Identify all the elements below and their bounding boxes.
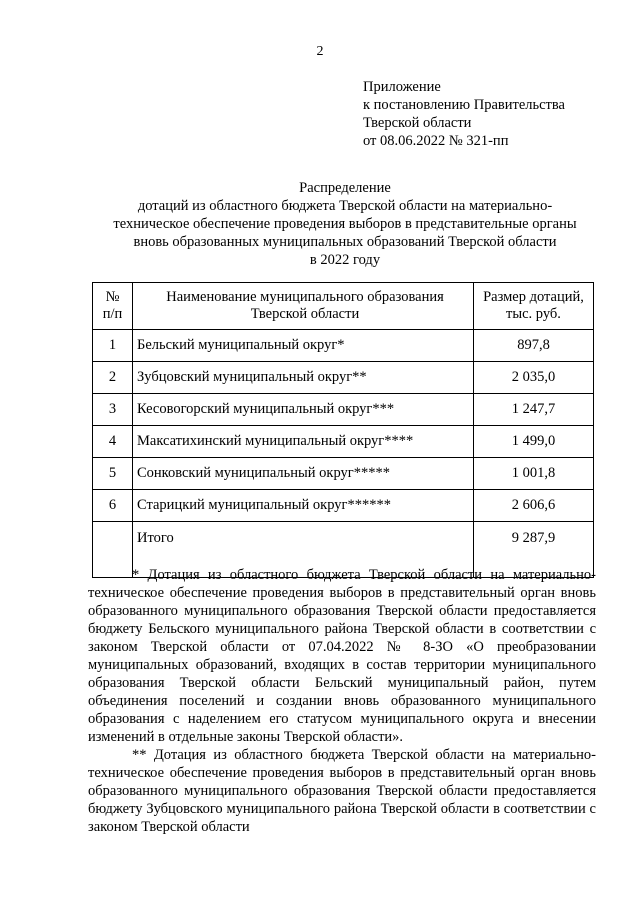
row-name: Зубцовский муниципальный округ** — [133, 362, 474, 394]
row-number: 1 — [93, 330, 133, 362]
appendix-date: от 08.06.2022 № 321-пп — [363, 133, 509, 149]
title-line: в 2022 году — [309, 252, 381, 268]
header-name-line: Тверской области — [250, 306, 360, 322]
row-number: 5 — [93, 458, 133, 490]
row-number: 2 — [93, 362, 133, 394]
header-amount-line: тыс. руб. — [506, 306, 561, 322]
title-line: техническое обеспечение проведения выборов в представительные органы — [113, 216, 577, 232]
total-amount: 9 287,9 — [474, 522, 594, 578]
row-amount: 897,8 — [474, 330, 594, 362]
row-amount: 2 035,0 — [474, 362, 594, 394]
table-row — [93, 490, 594, 522]
header-number-line: п/п — [102, 306, 123, 322]
header-name — [133, 283, 474, 330]
footnote-1: * Дотация из областного бюджета Тверской области на материально-техническое обеспечение проведения выборов в представительный орган вновь образованного муниципального образования Тверской области предоставляется бюджету Бельского муниципального района Тверской области в соответствии с законом Тверской области от 07.04.2022 № 8-ЗО «О преобразовании муниципальных образований, входящих в состав территории муниципального образования Тверской области Бельский муниципальный район, путем объединения поселений и создании вновь образованного муниципального образования с наделением его статусом муниципального округа и внесении изменений в отдельные законы Тверской области». — [88, 567, 596, 745]
row-name: Максатихинский муниципальный округ**** — [133, 426, 474, 458]
total-label: Итого — [133, 522, 474, 578]
appendix-block — [363, 78, 565, 150]
appendix-line: Приложение — [363, 79, 441, 95]
row-amount: 1 247,7 — [474, 394, 594, 426]
row-amount: 1 499,0 — [474, 426, 594, 458]
header-name-line: Наименование муниципального образования — [166, 289, 444, 305]
row-name: Старицкий муниципальный округ****** — [133, 490, 474, 522]
table-row — [93, 362, 594, 394]
appendix-line: Тверской области — [363, 115, 472, 131]
title-line: дотаций из областного бюджета Тверской области на материально- — [137, 198, 553, 214]
row-number: 4 — [93, 426, 133, 458]
table-header-row — [93, 283, 594, 330]
header-amount — [474, 283, 594, 330]
table-row — [93, 426, 594, 458]
header-number — [93, 283, 133, 330]
row-number: 6 — [93, 490, 133, 522]
table-row — [93, 458, 594, 490]
table-row — [93, 330, 594, 362]
title-line: Распределение — [299, 180, 391, 196]
row-name: Кесовогорский муниципальный округ*** — [133, 394, 474, 426]
row-name: Сонковский муниципальный округ***** — [133, 458, 474, 490]
footnote-2: ** Дотация из областного бюджета Тверской области на материально-техническое обеспечение проведения выборов в представительный орган вновь образованного муниципального образования Тверской области предоставляется бюджету Зубцовского муниципального района Тверской области в соответствии с законом Тверской области — [88, 747, 596, 835]
distribution-table — [92, 282, 594, 578]
page-number: 2 — [316, 44, 324, 59]
row-amount: 1 001,8 — [474, 458, 594, 490]
appendix-line: к постановлению Правительства — [363, 97, 565, 113]
header-amount-line: Размер дотаций, — [483, 289, 584, 305]
row-number: 3 — [93, 394, 133, 426]
header-number-line: № — [105, 289, 120, 305]
footnotes — [88, 566, 596, 836]
title-line: вновь образованных муниципальных образований Тверской области — [133, 234, 557, 250]
row-name: Бельский муниципальный округ* — [133, 330, 474, 362]
document-title — [60, 179, 630, 269]
row-amount: 2 606,6 — [474, 490, 594, 522]
table-row — [93, 394, 594, 426]
